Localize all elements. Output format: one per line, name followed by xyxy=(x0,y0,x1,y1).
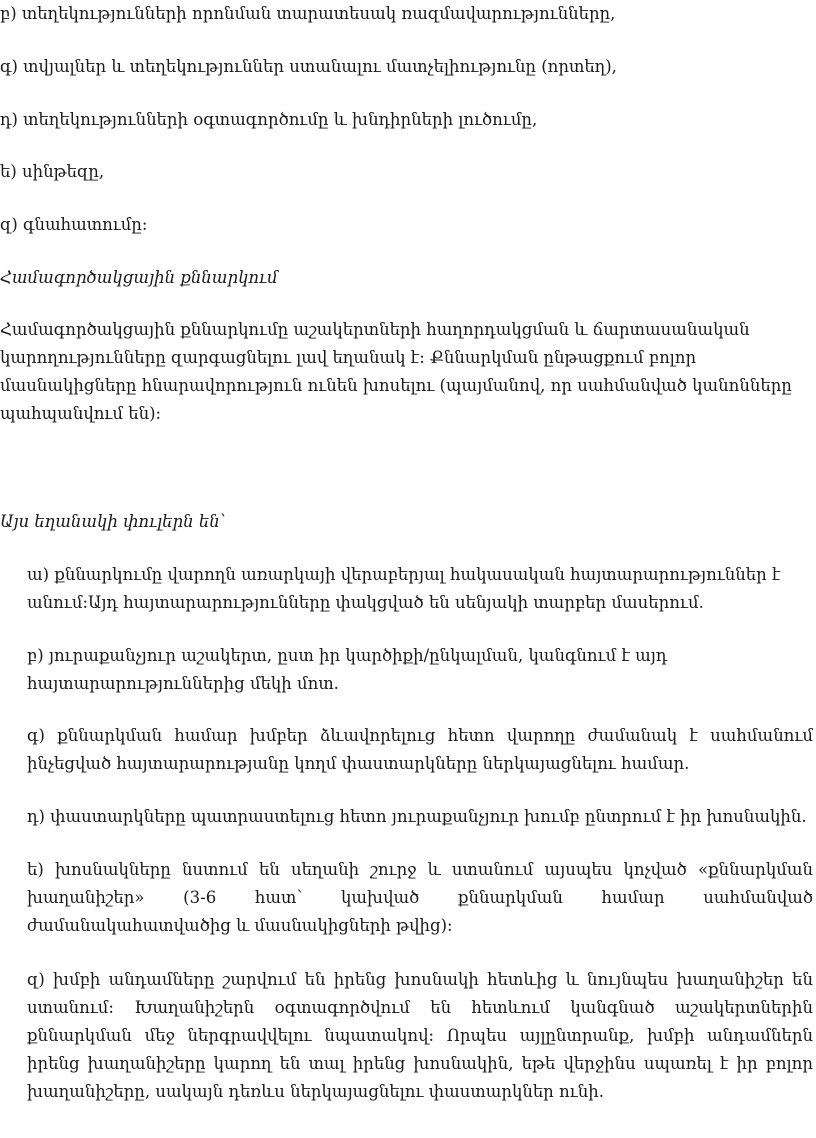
intro-paragraph: Համագործակցային քննարկումը աշակերտների հաղորդակցման և ճարտասանական կարողությունները զարգացնելու լավ եղանակ է: Քննարկման ընթացքում բոլոր մասնակիցները հնարավորություն ունեն խոսելու (պայմանով, որ սահմանված կանոնները պահպանվում են): xyxy=(0,320,792,423)
steps-heading: Այս եղանակի փուլերն են՝ xyxy=(0,512,226,531)
section-heading: Համագործակցային քննարկում xyxy=(0,268,278,287)
step-item: բ) յուրաքանչյուր աշակերտ, ըստ իր կարծիքի/ընկալման, կանգնում է այդ հայտարարություններից մեկի մոտ. xyxy=(27,646,668,693)
list-item: գ) տվյալներ և տեղեկություններ ստանալու մատչելիությունը (որտեղ), xyxy=(0,57,617,76)
list-item: զ) գնահատումը: xyxy=(0,215,148,234)
step-item: ա) քննարկումը վարողն առարկայի վերաբերյալ հակասական հայտարարություններ է անում:Այդ հայտարարությունները փակցված են սենյակի տարբեր մասերում. xyxy=(27,565,781,612)
list-item: բ) տեղեկությունների որոնման տարատեսակ ռազմավարությունները, xyxy=(0,4,616,23)
step-item: գ) քննարկման համար խմբեր ձևավորելուց հետո վարողը ժամանակ է սահմանում ինչեցված հայտարարությանը կողմ փաստարկները ներկայացնելու համար. xyxy=(27,726,813,773)
list-item: ե) սինթեզը, xyxy=(0,162,105,181)
step-item: դ) փաստարկները պատրաստելուց հետո յուրաքանչյուր խումբ ընտրում է իր խոսնակին. xyxy=(27,807,807,826)
step-item: ե) խոսնակները նստում են սեղանի շուրջ և ստանում այսպես կոչված «քննարկման խաղանիշեր» (3-6 հատ՝ կախված քննարկման համար սահմանված ժամանակահատվածից և մասնակիցների թվից): xyxy=(27,860,813,935)
step-item: զ) խմբի անդամները շարվում են իրենց խոսնակի հետևից և նույնպես խաղանիշեր են ստանում: Խաղանիշերն օգտագործվում են հետևում կանգնած աշակերտներին քննարկման մեջ ներգրավվելու նպատակով: Որպես այլընտրանք, խմբի անդամներն իրենց խաղանիշերը կարող են տալ իրենց խոսնակին, եթե վերջինս սպառել է իր բոլոր խաղանիշերը, սակայն դեռևս ներկայացնելու փաստարկներ ունի. xyxy=(27,970,813,1101)
list-item: դ) տեղեկությունների օգտագործումը և խնդիրների լուծումը, xyxy=(0,110,538,129)
